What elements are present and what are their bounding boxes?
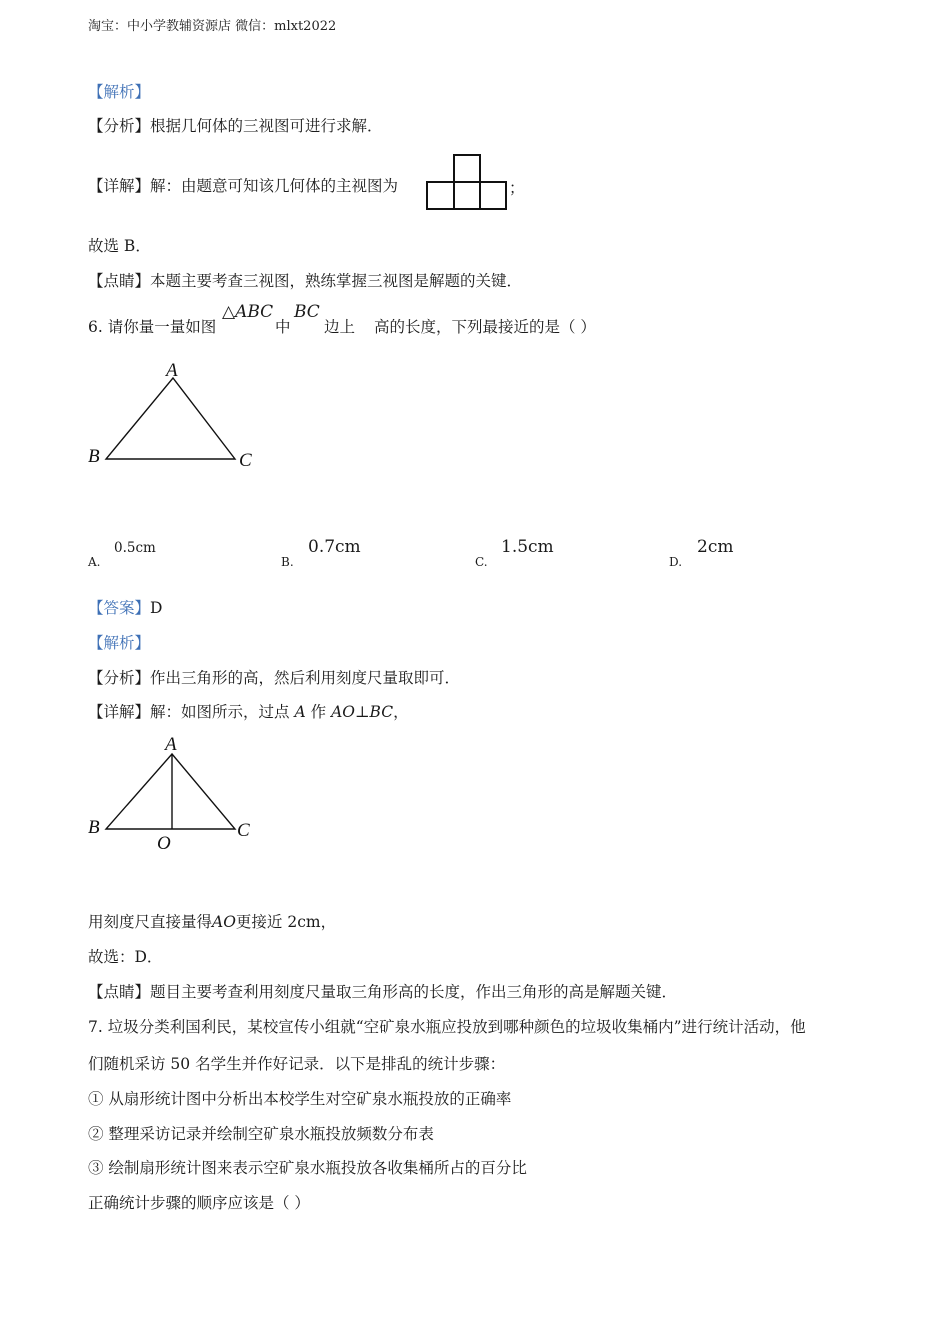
q6-point-a: A	[294, 703, 306, 721]
triangle-abc-with-height	[106, 754, 235, 829]
q5-guxuan: 故选 B．	[88, 237, 151, 255]
option-d-label: D.	[669, 555, 683, 569]
q5-xiangjie-tag: 【详解】	[88, 177, 151, 195]
q6-measure-a: 用刻度尺直接量得	[88, 913, 213, 931]
fig1-label-c: C	[239, 450, 252, 471]
q6-fenxi	[88, 668, 460, 688]
q6-measure	[88, 912, 336, 932]
q5-xiangjie-end: ；	[509, 179, 525, 197]
q5-fenxi	[88, 116, 383, 136]
fig2-label-b: B	[88, 817, 100, 838]
q5-dianjing-text: 本题主要考查三视图，熟练掌握三视图是解题的关键．	[150, 272, 523, 290]
q5-fenxi-tag: 【分析】	[88, 117, 151, 135]
fig2-label-a: A	[165, 734, 177, 755]
option-c-label: C.	[475, 555, 488, 569]
q6-answer	[88, 598, 162, 618]
q7-step-1: ① 从扇形统计图中分析出本校学生对空矿泉水瓶投放的正确率	[88, 1090, 512, 1108]
q6-xiangjie-tag: 【详解】	[88, 703, 151, 721]
q5-jiexi-tag: 【解析】	[88, 83, 151, 101]
q6-stem-c: 高的长度，下列最接近的是（ ）	[374, 318, 596, 336]
q6-dianjing	[88, 982, 677, 1002]
q5-xiangjie	[88, 176, 398, 196]
q7-step-2: ② 整理采访记录并绘制空矿泉水瓶投放频数分布表	[88, 1125, 434, 1143]
q6-answer-value: D	[150, 599, 163, 617]
page-header: 淘宝：中小学教辅资源店 微信：mlxt2022	[88, 19, 337, 34]
q6-ao: AO	[212, 913, 236, 931]
option-b-label: B.	[281, 555, 294, 569]
q5-dianjing	[88, 271, 522, 291]
fig1-label-a: A	[166, 360, 178, 381]
fig1-label-b: B	[88, 446, 100, 467]
option-a-label: A.	[88, 555, 101, 569]
q6-triangle-abc: △ABC	[222, 302, 274, 322]
option-d-value: 2cm	[697, 537, 734, 557]
front-view-top-square	[454, 155, 480, 182]
q6-guxuan: 故选：D．	[88, 948, 163, 966]
front-view-left-square	[427, 182, 454, 209]
q6-xiangjie	[88, 702, 409, 722]
option-b-value: 0.7cm	[308, 537, 361, 557]
triangle-abc-shape	[106, 378, 235, 459]
q6-measure-b: 更接近 2cm，	[235, 913, 337, 931]
front-view-middle-square	[454, 182, 480, 209]
q7-stem-line1: 7. 垃圾分类利国利民，某校宣传小组就“空矿泉水瓶应投放到哪种颜色的垃圾收集桶内”进行统计活动，他	[88, 1018, 806, 1036]
q6-dianjing-tag: 【点睛】	[88, 983, 151, 1001]
q6-xiangjie-a: 解：如图所示，过点	[150, 703, 290, 721]
q7-stem-line2: 们随机采访 50 名学生并作好记录．以下是排乱的统计步骤：	[88, 1055, 506, 1073]
front-view-right-square	[480, 182, 506, 209]
q5-xiangjie-text: 解：由题意可知该几何体的主视图为	[150, 177, 399, 195]
q6-xiangjie-c: ，	[393, 703, 409, 721]
q6-fenxi-text: 作出三角形的高，然后利用刻度尺量取即可．	[150, 669, 461, 687]
q6-stem-b: 边上	[324, 318, 356, 336]
q7-step-3: ③ 绘制扇形统计图来表示空矿泉水瓶投放各收集桶所占的百分比	[88, 1159, 527, 1177]
triangle-figure-2	[82, 730, 272, 855]
q6-jiexi-tag: 【解析】	[88, 634, 151, 652]
q6-zhong: 中	[275, 318, 291, 336]
q6-xiangjie-b: 作	[310, 703, 327, 721]
q6-bc: BC	[294, 302, 320, 322]
q6-stem-a: 6. 请你量一量如图	[88, 318, 217, 336]
q6-answer-tag: 【答案】	[88, 599, 151, 617]
fig2-label-o: O	[157, 833, 171, 854]
q6-fenxi-tag: 【分析】	[88, 669, 151, 687]
q6-dianjing-text: 题目主要考查利用刻度尺量取三角形高的长度，作出三角形的高是解题关键．	[150, 983, 678, 1001]
q5-dianjing-tag: 【点睛】	[88, 272, 151, 290]
option-c-value: 1.5cm	[501, 537, 554, 557]
option-a-value: 0.5cm	[114, 540, 156, 556]
front-view-figure	[424, 152, 510, 214]
q7-question: 正确统计步骤的顺序应该是（ ）	[88, 1194, 310, 1212]
q5-fenxi-text: 根据几何体的三视图可进行求解．	[150, 117, 383, 135]
triangle-figure-1	[82, 356, 272, 476]
q6-ao-perp-bc: AO⊥BC	[331, 703, 394, 721]
fig2-label-c: C	[237, 820, 250, 841]
